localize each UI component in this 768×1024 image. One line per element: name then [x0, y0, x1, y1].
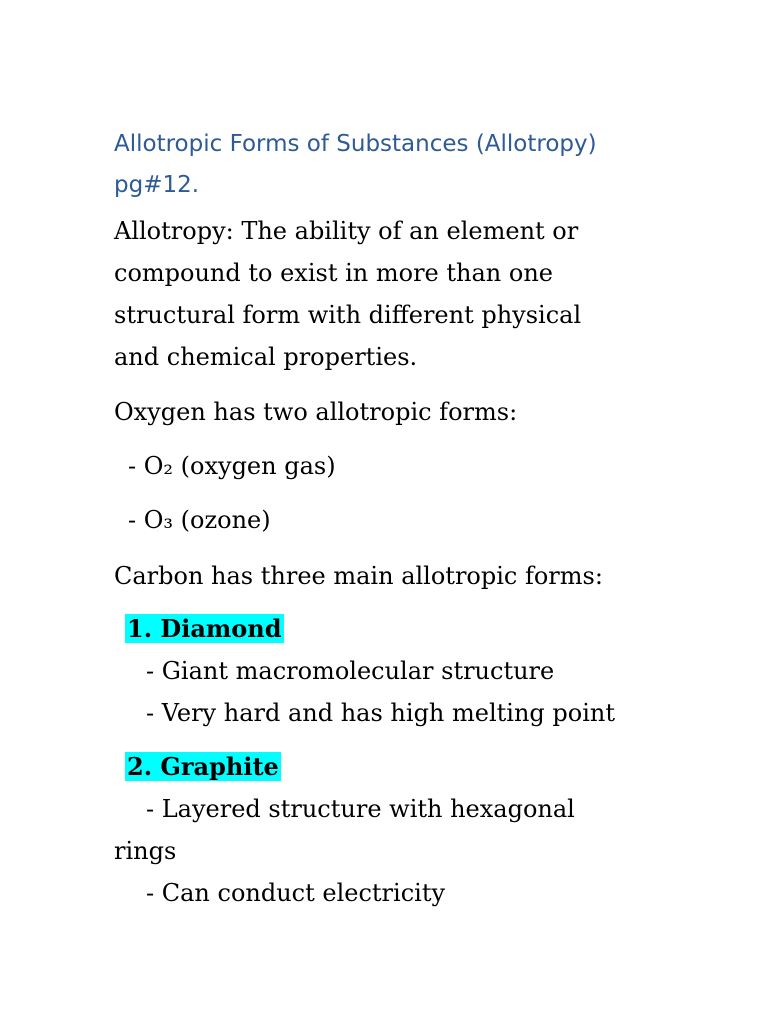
graphite-point: - Layered structure with hexagonal	[146, 795, 575, 823]
diamond-point: - Giant macromolecular structure	[146, 657, 555, 685]
definition-line: compound to exist in more than one	[114, 259, 553, 287]
graphite-point: - Can conduct electricity	[146, 879, 446, 907]
title-line-1: Allotropic Forms of Substances (Allotropy)	[114, 131, 597, 157]
carbon-intro: Carbon has three main allotropic forms:	[114, 562, 603, 590]
definition-line: structural form with different physical	[114, 301, 582, 329]
diamond-point: - Very hard and has high melting point	[146, 699, 616, 727]
diamond-highlight: 1. Diamond	[127, 614, 282, 643]
oxygen-intro: Oxygen has two allotropic forms:	[114, 398, 518, 426]
graphite-highlight: 2. Graphite	[127, 752, 279, 781]
oxygen-item: - O₂ (oxygen gas)	[128, 452, 336, 480]
definition-line: and chemical properties.	[114, 343, 418, 371]
graphite-heading	[125, 751, 281, 783]
page-title	[114, 124, 714, 206]
definition-line: Allotropy: The ability of an element or	[114, 217, 579, 245]
title-line-2: pg#12.	[114, 172, 200, 198]
definition-paragraph	[114, 210, 581, 378]
graphite-point-continuation: rings	[114, 837, 177, 865]
oxygen-item: - O₃ (ozone)	[128, 506, 271, 534]
diamond-heading	[125, 613, 284, 645]
